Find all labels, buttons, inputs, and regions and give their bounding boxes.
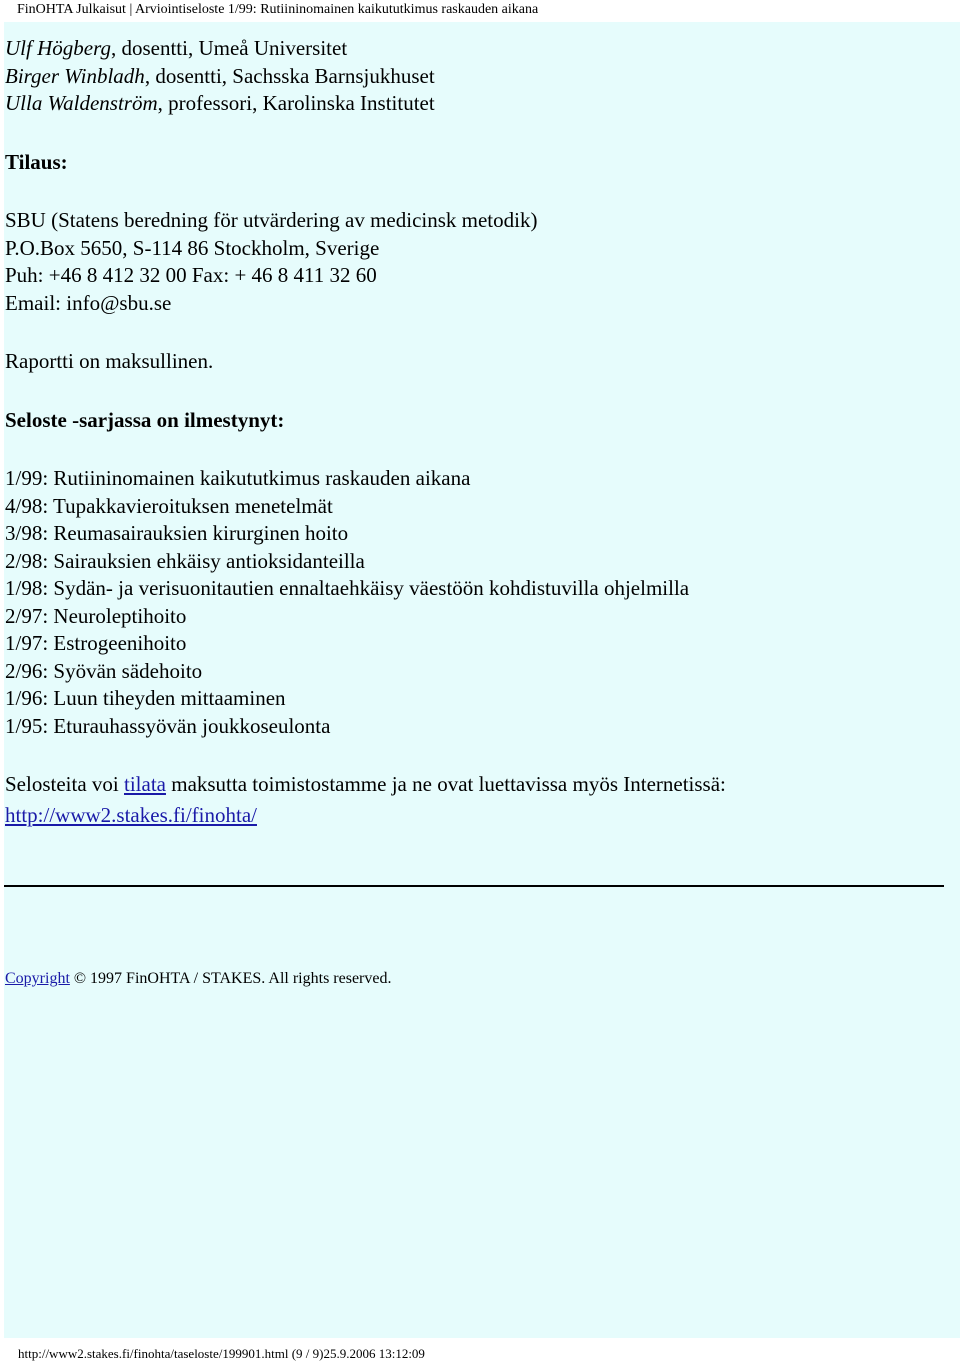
- order-email: Email: info@sbu.se: [5, 291, 172, 315]
- order-info-prefix: Selosteita voi: [5, 772, 124, 796]
- series-heading: Seloste -sarjassa on ilmestynyt:: [5, 408, 285, 432]
- author-role: , professori, Karolinska Institutet: [157, 91, 435, 115]
- order-info: [5, 771, 726, 797]
- list-item: 1/98: Sydän- ja verisuonitautien ennaltaehkäisy väestöön kohdistuvilla ohjelmilla: [5, 576, 690, 600]
- list-item: 1/96: Luun tiheyden mittaaminen: [5, 686, 286, 710]
- list-item: 2/97: Neuroleptihoito: [5, 604, 187, 628]
- author-role: , dosentti, Sachsska Barnsjukhuset: [144, 64, 435, 88]
- list-item: 2/98: Sairauksien ehkäisy antioksidanteilla: [5, 549, 365, 573]
- order-org: SBU (Statens beredning för utvärdering av medicinsk metodik): [5, 208, 538, 232]
- print-header-title: FinOHTA Julkaisut | Arviointiseloste 1/99: Rutiininomainen kaikututkimus raskauden aikana: [17, 2, 539, 17]
- list-item: 1/97: Estrogeenihoito: [5, 631, 187, 655]
- list-item: 1/99: Rutiininomainen kaikututkimus raskauden aikana: [5, 466, 471, 490]
- list-item: 3/98: Reumasairauksien kirurginen hoito: [5, 521, 349, 545]
- horizontal-rule: [4, 885, 944, 887]
- copyright-line: [5, 969, 391, 989]
- author-role: , dosentti, Umeå Universitet: [110, 36, 348, 60]
- author-name: Birger Winbladh: [5, 64, 145, 88]
- page-content: [4, 22, 960, 1338]
- price-note: Raportti on maksullinen.: [5, 349, 214, 373]
- order-link[interactable]: tilata: [124, 772, 166, 796]
- list-item: 1/95: Eturauhassyövän joukkoseulonta: [5, 714, 331, 738]
- print-footer: [0, 1338, 960, 1362]
- copyright-link[interactable]: Copyright: [5, 970, 70, 987]
- order-address: P.O.Box 5650, S-114 86 Stockholm, Sverige: [5, 236, 380, 260]
- website-link[interactable]: http://www2.stakes.fi/finohta/: [5, 803, 257, 827]
- copyright-text: © 1997 FinOHTA / STAKES. All rights reserved.: [69, 970, 392, 987]
- list-item: 2/96: Syövän sädehoito: [5, 659, 203, 683]
- author-name: Ulla Waldenström: [5, 91, 158, 115]
- print-footer-url: http://www2.stakes.fi/finohta/taseloste/199901.html (9 / 9)25.9.2006 13:12:09: [18, 1346, 425, 1361]
- list-item: 4/98: Tupakkavieroituksen menetelmät: [5, 494, 333, 518]
- author-line: [5, 63, 435, 89]
- order-heading: Tilaus:: [5, 150, 68, 174]
- print-header: [0, 0, 960, 22]
- author-line: [5, 90, 435, 116]
- order-phone: Puh: +46 8 412 32 00 Fax: + 46 8 411 32 60: [5, 263, 377, 287]
- author-name: Ulf Högberg: [5, 36, 111, 60]
- order-info-suffix: maksutta toimistostamme ja ne ovat luettavissa myös Internetissä:: [165, 772, 726, 796]
- website-line: [5, 802, 257, 828]
- author-line: [5, 35, 347, 61]
